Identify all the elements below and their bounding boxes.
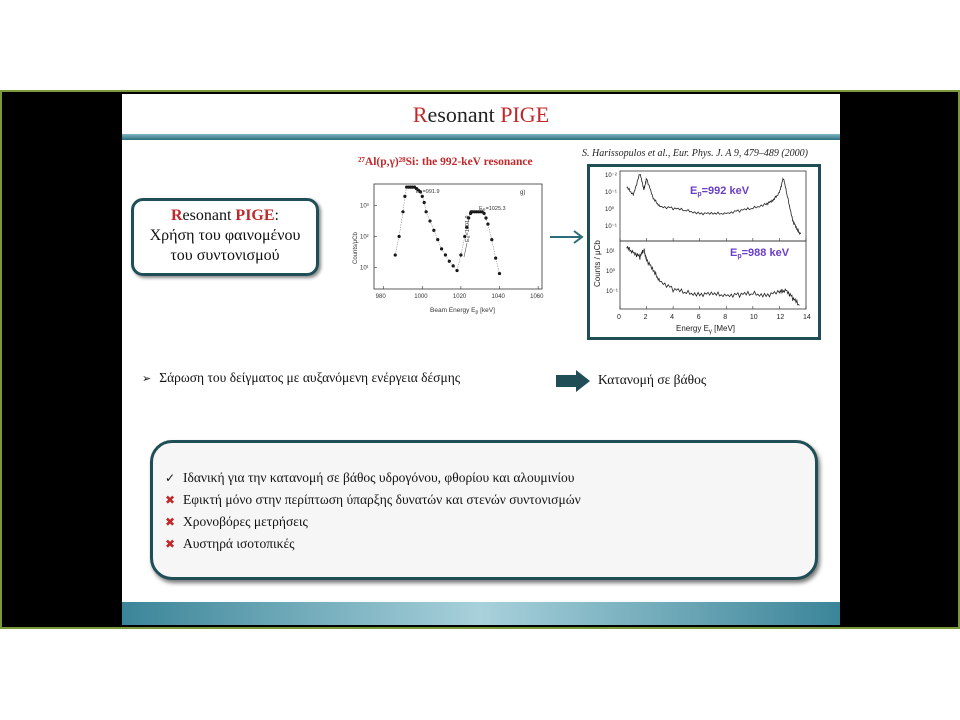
y-tick-label: 10² [360,234,369,241]
ann2-e: E [465,238,471,242]
resonance-y-label: Counts/μCb [353,232,359,264]
resonance-annotation-2-pointer [464,243,467,257]
data-point [448,260,451,263]
spectrum-x-label-sub: γ [708,329,712,335]
x-tick-label: 1060 [530,294,544,300]
spectrum-chart [590,167,818,337]
spectrum-y-label: Counts / μCb [593,240,602,287]
resonant-box-line3: του συντονισμού [170,247,280,264]
x-tick-label: 2 [643,314,648,321]
ann1-e: E [416,189,420,195]
spectrum-top-series [627,175,801,234]
slide [122,94,840,625]
slide-footer-bar [122,602,840,625]
resonance-chart-title: ²⁷Al(p,γ)²⁸Si: the 992-keV resonance [358,156,533,168]
spectrum-x-label-unit: [MeV] [711,324,736,333]
label-992-val: =992 keV [701,185,750,197]
resonance-x-label [430,307,495,316]
title-divider [122,134,840,140]
label-988-val: =988 keV [741,247,790,259]
label-988-sub: p [737,253,742,260]
con-text: Χρονοβόρες μετρήσεις [183,514,308,529]
ann3-sub: R [482,207,486,212]
arrowhead-bullet-icon: ➢ [142,373,152,385]
resonant-box-pige: PIGE [235,207,275,224]
pros-cons-list [165,467,581,555]
x-tick-label: 12 [776,314,785,321]
list-item-pro [165,467,581,489]
list-item-con [165,489,581,511]
y-tick-label: 10⁻¹ [605,224,617,230]
x-tick-label: 8 [723,314,728,321]
cross-icon: ✖ [165,515,176,529]
x-tick-label: 10 [749,314,758,321]
x-tick-label: 1040 [491,294,505,300]
spectrum-bottom-y-ticks [606,249,618,295]
slide-frame [0,90,960,629]
con-text: Αυστηρά ισοτοπικές [183,536,295,551]
resonance-fit-line [395,187,499,274]
depth-profile-text: Κατανομή σε βάθος [598,372,707,387]
x-tick-label: 6 [696,314,701,321]
resonance-data-points [394,185,501,275]
resonance-y-ticks [360,204,377,272]
ann2-sub: R [466,235,471,239]
spectrum-x-label-main: Energy E [676,324,709,333]
scan-text: Σάρωση του δείγματος με αυξανόμενη ενέργεια δέσμης [159,370,461,385]
list-item-con [165,533,581,555]
citation: S. Harissopulos et al., Eur. Phys. J. A 9, 479–489 (2000) [582,148,809,159]
slide-title [122,102,840,128]
scan-bullet [142,370,460,386]
resonant-box-colon: : [274,207,279,224]
resonant-box-initial: R [170,207,183,224]
resonance-panel-label: g) [520,190,526,196]
spectrum-label-988 [730,247,790,260]
resonance-annotation-1 [416,189,440,195]
label-992-sub: p [697,191,702,198]
con-text: Εφικτή μόνο στην περίπτωση ύπαρξης δυνατών και στενών συντονισμών [183,492,581,507]
y-tick-label: 10⁰ [606,269,616,275]
label-988-e: E [730,247,738,259]
block-arrow-icon [556,370,590,392]
ann3-e: E [479,206,483,212]
y-tick-label: 10⁰ [605,207,615,213]
cross-icon: ✖ [165,493,176,507]
title-initial: R [412,102,428,127]
x-tick-label: 4 [670,314,675,321]
y-tick-label: 10³ [360,203,369,210]
y-tick-label: 10¹ [360,265,369,272]
x-tick-label: 14 [803,314,811,321]
data-point [421,195,424,198]
spectrum-panel [587,164,821,340]
spectrum-top-y-ticks [605,173,617,230]
list-item-con [165,511,581,533]
spectrum-label-992 [690,185,750,198]
checkmark-icon: ✓ [165,471,176,485]
resonance-annotation-3 [479,206,506,212]
y-tick-label: 10⁻² [605,173,617,179]
resonant-box-heading [134,206,316,226]
ann1-val: =991.9 [422,189,440,195]
resonance-annotation-2 [465,215,471,242]
resonant-box-rest: esonant [182,207,236,224]
y-tick-label: 10⁻¹ [605,190,617,196]
label-992-e: E [690,185,698,197]
spectrum-x-label [676,324,735,335]
right-arrow-icon [550,229,586,245]
title-rest: esonant [427,102,501,127]
x-tick-label: 1020 [452,294,467,300]
x-tick-label: 980 [375,294,386,300]
resonance-x-label-unit: [keV] [478,307,495,314]
y-tick-label: 10⁻¹ [606,289,618,295]
title-pige: PIGE [500,102,550,127]
ann2-val: =1001.9 [465,215,471,236]
x-tick-label: 1000 [414,294,428,300]
resonant-pige-box [131,198,319,276]
ann3-val: =1025.3 [485,206,506,212]
y-tick-label: 10¹ [606,249,615,255]
resonance-x-label-sub: p [475,309,479,316]
pro-text: Ιδανική για την κατανομή σε βάθος υδρογόνου, φθορίου και αλουμινίου [183,470,575,485]
resonance-chart [348,172,548,320]
x-tick-label: 0 [617,314,621,321]
cross-icon: ✖ [165,537,176,551]
data-point [486,223,489,226]
resonant-box-line2: Χρήση του φαινομένου [149,227,301,244]
ann1-sub: R [419,190,423,195]
resonance-x-label-main: Beam Energy E [430,307,476,314]
pros-cons-box [150,440,818,580]
resonance-x-ticks [376,286,544,300]
